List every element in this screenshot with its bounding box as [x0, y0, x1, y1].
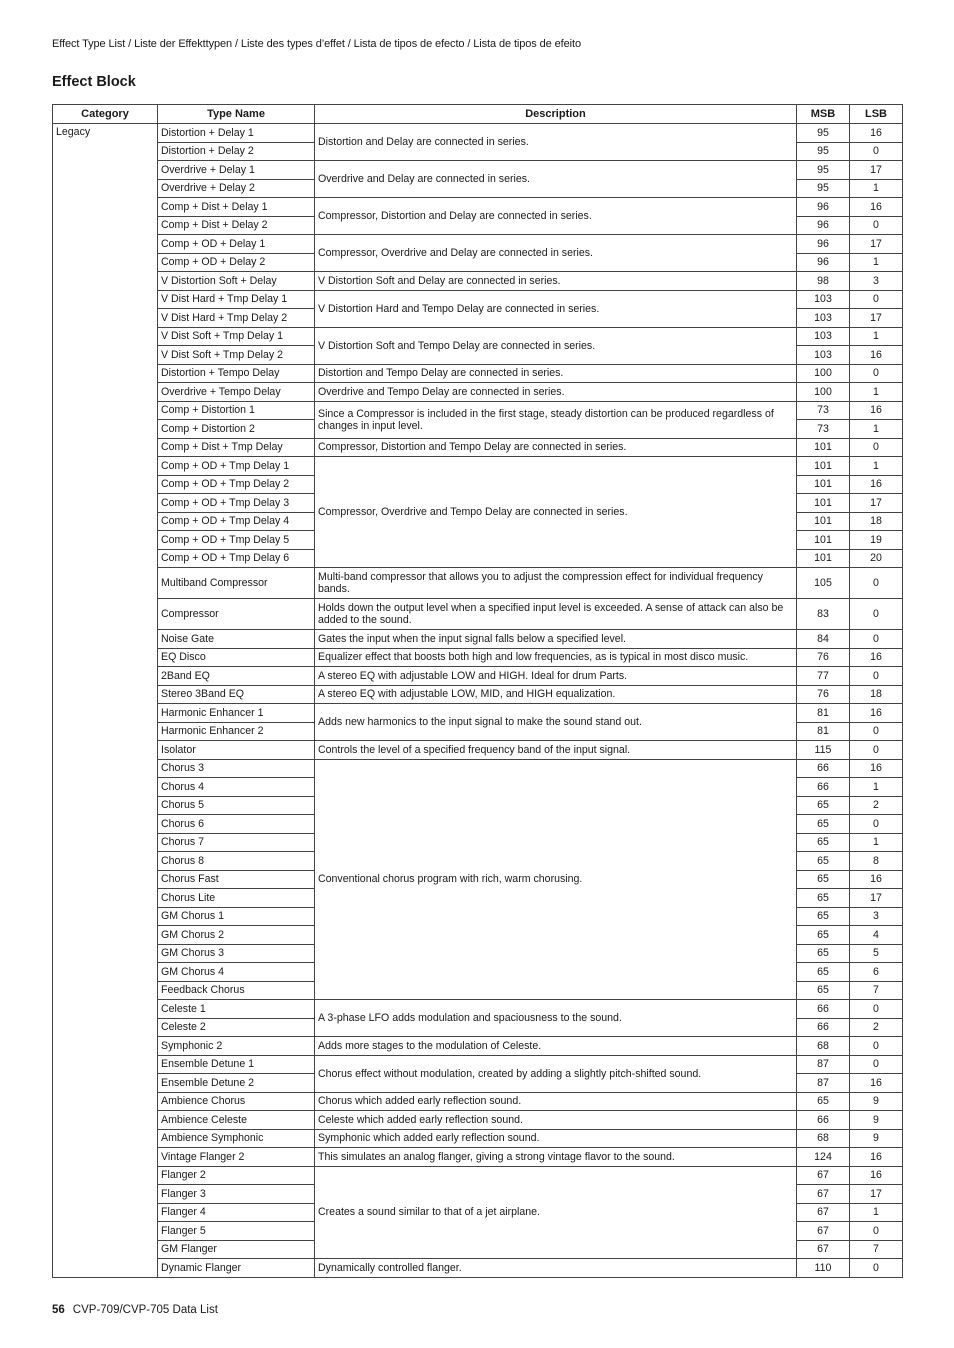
type-name-cell: Symphonic 2 [158, 1037, 315, 1056]
table-row [53, 401, 903, 420]
msb-cell: 100 [797, 364, 850, 383]
msb-cell: 66 [797, 1018, 850, 1037]
lsb-cell: 3 [850, 272, 903, 291]
description-cell: This simulates an analog flanger, giving a strong vintage flavor to the sound. [315, 1148, 797, 1167]
msb-cell: 65 [797, 796, 850, 815]
page-footer [52, 1304, 218, 1316]
msb-cell: 101 [797, 438, 850, 457]
type-name-cell: Ensemble Detune 2 [158, 1074, 315, 1093]
msb-cell: 81 [797, 704, 850, 723]
lsb-cell: 0 [850, 438, 903, 457]
type-name-cell: V Dist Soft + Tmp Delay 1 [158, 327, 315, 346]
lsb-cell: 0 [850, 741, 903, 760]
lsb-cell: 16 [850, 1148, 903, 1167]
description-cell: Compressor, Overdrive and Tempo Delay are connected in series. [315, 457, 797, 568]
type-name-cell: Chorus 8 [158, 852, 315, 871]
lsb-cell: 16 [850, 704, 903, 723]
description-cell: Multi-band compressor that allows you to adjust the compression effect for individual frequency bands. [315, 568, 797, 599]
lsb-cell: 1 [850, 420, 903, 439]
msb-cell: 84 [797, 630, 850, 649]
description-cell: Adds more stages to the modulation of Celeste. [315, 1037, 797, 1056]
page-number: 56 [52, 1304, 65, 1316]
msb-cell: 66 [797, 759, 850, 778]
type-name-cell: Feedback Chorus [158, 981, 315, 1000]
table-row [53, 1259, 903, 1278]
table-row [53, 1000, 903, 1019]
description-cell: A stereo EQ with adjustable LOW, MID, and HIGH equalization. [315, 685, 797, 704]
table-row [53, 599, 903, 630]
msb-cell: 67 [797, 1185, 850, 1204]
table-row [53, 1166, 903, 1185]
msb-cell: 66 [797, 1111, 850, 1130]
lsb-cell: 17 [850, 889, 903, 908]
description-cell: V Distortion Hard and Tempo Delay are connected in series. [315, 290, 797, 327]
category-cell: Legacy [53, 124, 158, 1278]
type-name-cell: GM Chorus 3 [158, 944, 315, 963]
type-name-cell: 2Band EQ [158, 667, 315, 686]
lsb-cell: 9 [850, 1092, 903, 1111]
msb-cell: 81 [797, 722, 850, 741]
lsb-cell: 0 [850, 290, 903, 309]
type-name-cell: Comp + OD + Tmp Delay 2 [158, 475, 315, 494]
type-name-cell: Chorus 7 [158, 833, 315, 852]
msb-cell: 103 [797, 327, 850, 346]
table-header-row [53, 105, 903, 124]
msb-cell: 68 [797, 1037, 850, 1056]
msb-cell: 67 [797, 1222, 850, 1241]
type-name-cell: Vintage Flanger 2 [158, 1148, 315, 1167]
description-cell: Compressor, Distortion and Delay are connected in series. [315, 198, 797, 235]
table-row [53, 1148, 903, 1167]
msb-cell: 65 [797, 870, 850, 889]
type-name-cell: Overdrive + Delay 2 [158, 179, 315, 198]
table-row [53, 438, 903, 457]
lsb-cell: 0 [850, 1222, 903, 1241]
type-name-cell: Ambience Celeste [158, 1111, 315, 1130]
msb-cell: 65 [797, 944, 850, 963]
description-cell: V Distortion Soft and Delay are connected in series. [315, 272, 797, 291]
msb-cell: 98 [797, 272, 850, 291]
table-row [53, 759, 903, 778]
lsb-cell: 0 [850, 722, 903, 741]
lsb-cell: 1 [850, 833, 903, 852]
type-name-cell: V Dist Hard + Tmp Delay 1 [158, 290, 315, 309]
description-cell: Compressor, Distortion and Tempo Delay are connected in series. [315, 438, 797, 457]
section-title: Effect Block [52, 74, 136, 90]
lsb-cell: 16 [850, 870, 903, 889]
lsb-cell: 5 [850, 944, 903, 963]
type-name-cell: Comp + OD + Tmp Delay 5 [158, 531, 315, 550]
table-row [53, 630, 903, 649]
lsb-cell: 17 [850, 235, 903, 254]
table-row [53, 198, 903, 217]
type-name-cell: Comp + OD + Delay 2 [158, 253, 315, 272]
lsb-cell: 18 [850, 512, 903, 531]
msb-cell: 65 [797, 889, 850, 908]
msb-cell: 96 [797, 198, 850, 217]
effect-table [52, 104, 903, 1278]
lsb-cell: 20 [850, 549, 903, 568]
type-name-cell: Comp + Dist + Tmp Delay [158, 438, 315, 457]
column-header-description: Description [315, 105, 797, 124]
msb-cell: 103 [797, 309, 850, 328]
lsb-cell: 1 [850, 327, 903, 346]
column-header-category: Category [53, 105, 158, 124]
lsb-cell: 17 [850, 161, 903, 180]
msb-cell: 67 [797, 1166, 850, 1185]
type-name-cell: Flanger 3 [158, 1185, 315, 1204]
msb-cell: 65 [797, 926, 850, 945]
lsb-cell: 16 [850, 648, 903, 667]
lsb-cell: 1 [850, 383, 903, 402]
type-name-cell: Ensemble Detune 1 [158, 1055, 315, 1074]
msb-cell: 87 [797, 1074, 850, 1093]
lsb-cell: 16 [850, 401, 903, 420]
description-cell: Holds down the output level when a specified input level is exceeded. A sense of attack can also be added to the sound. [315, 599, 797, 630]
lsb-cell: 0 [850, 1000, 903, 1019]
table-row [53, 741, 903, 760]
lsb-cell: 7 [850, 1240, 903, 1259]
type-name-cell: Harmonic Enhancer 2 [158, 722, 315, 741]
description-cell: Creates a sound similar to that of a jet airplane. [315, 1166, 797, 1259]
lsb-cell: 2 [850, 796, 903, 815]
msb-cell: 105 [797, 568, 850, 599]
table-row [53, 568, 903, 599]
description-cell: Controls the level of a specified frequency band of the input signal. [315, 741, 797, 760]
lsb-cell: 16 [850, 1074, 903, 1093]
type-name-cell: Overdrive + Tempo Delay [158, 383, 315, 402]
type-name-cell: Compressor [158, 599, 315, 630]
type-name-cell: Overdrive + Delay 1 [158, 161, 315, 180]
table-row [53, 235, 903, 254]
table-row [53, 667, 903, 686]
msb-cell: 67 [797, 1240, 850, 1259]
type-name-cell: Flanger 5 [158, 1222, 315, 1241]
type-name-cell: Comp + OD + Tmp Delay 4 [158, 512, 315, 531]
lsb-cell: 0 [850, 364, 903, 383]
lsb-cell: 16 [850, 759, 903, 778]
msb-cell: 101 [797, 531, 850, 550]
type-name-cell: Celeste 2 [158, 1018, 315, 1037]
description-cell: Symphonic which added early reflection sound. [315, 1129, 797, 1148]
description-cell: V Distortion Soft and Tempo Delay are connected in series. [315, 327, 797, 364]
type-name-cell: Comp + Dist + Delay 1 [158, 198, 315, 217]
lsb-cell: 16 [850, 346, 903, 365]
msb-cell: 100 [797, 383, 850, 402]
msb-cell: 65 [797, 963, 850, 982]
table-row [53, 161, 903, 180]
msb-cell: 96 [797, 253, 850, 272]
lsb-cell: 0 [850, 216, 903, 235]
msb-cell: 103 [797, 346, 850, 365]
description-cell: Adds new harmonics to the input signal to make the sound stand out. [315, 704, 797, 741]
table-row [53, 327, 903, 346]
msb-cell: 65 [797, 833, 850, 852]
lsb-cell: 0 [850, 568, 903, 599]
description-cell: Chorus which added early reflection sound. [315, 1092, 797, 1111]
type-name-cell: GM Chorus 1 [158, 907, 315, 926]
type-name-cell: Multiband Compressor [158, 568, 315, 599]
lsb-cell: 17 [850, 494, 903, 513]
type-name-cell: Ambience Chorus [158, 1092, 315, 1111]
table-row [53, 1129, 903, 1148]
msb-cell: 115 [797, 741, 850, 760]
lsb-cell: 9 [850, 1111, 903, 1130]
msb-cell: 65 [797, 852, 850, 871]
lsb-cell: 1 [850, 179, 903, 198]
type-name-cell: Chorus 4 [158, 778, 315, 797]
type-name-cell: Chorus 5 [158, 796, 315, 815]
msb-cell: 103 [797, 290, 850, 309]
description-cell: Overdrive and Delay are connected in series. [315, 161, 797, 198]
msb-cell: 87 [797, 1055, 850, 1074]
msb-cell: 95 [797, 124, 850, 143]
lsb-cell: 0 [850, 1055, 903, 1074]
msb-cell: 101 [797, 457, 850, 476]
lsb-cell: 16 [850, 475, 903, 494]
table-row [53, 704, 903, 723]
type-name-cell: Comp + Dist + Delay 2 [158, 216, 315, 235]
msb-cell: 83 [797, 599, 850, 630]
lsb-cell: 16 [850, 1166, 903, 1185]
lsb-cell: 17 [850, 309, 903, 328]
description-cell: Distortion and Tempo Delay are connected in series. [315, 364, 797, 383]
type-name-cell: Flanger 4 [158, 1203, 315, 1222]
msb-cell: 66 [797, 1000, 850, 1019]
msb-cell: 65 [797, 907, 850, 926]
description-cell: Conventional chorus program with rich, warm chorusing. [315, 759, 797, 1000]
msb-cell: 65 [797, 1092, 850, 1111]
description-cell: A stereo EQ with adjustable LOW and HIGH. Ideal for drum Parts. [315, 667, 797, 686]
type-name-cell: Dynamic Flanger [158, 1259, 315, 1278]
lsb-cell: 0 [850, 815, 903, 834]
table-row [53, 648, 903, 667]
table-row [53, 1055, 903, 1074]
description-cell: Since a Compressor is included in the first stage, steady distortion can be produced regardless of changes in input level. [315, 401, 797, 438]
type-name-cell: Isolator [158, 741, 315, 760]
type-name-cell: EQ Disco [158, 648, 315, 667]
msb-cell: 96 [797, 216, 850, 235]
lsb-cell: 18 [850, 685, 903, 704]
type-name-cell: GM Chorus 4 [158, 963, 315, 982]
document-title: CVP-709/CVP-705 Data List [72, 1304, 218, 1316]
lsb-cell: 0 [850, 1037, 903, 1056]
msb-cell: 67 [797, 1203, 850, 1222]
table-row [53, 1037, 903, 1056]
lsb-cell: 16 [850, 198, 903, 217]
description-cell: Dynamically controlled flanger. [315, 1259, 797, 1278]
page-header: Effect Type List / Liste der Effekttypen / Liste des types d’effet / Lista de tipos de efecto / Lista de tipos de efeito [52, 38, 581, 50]
table-row [53, 290, 903, 309]
msb-cell: 65 [797, 981, 850, 1000]
lsb-cell: 1 [850, 1203, 903, 1222]
column-header-lsb: LSB [850, 105, 903, 124]
type-name-cell: Harmonic Enhancer 1 [158, 704, 315, 723]
type-name-cell: Comp + OD + Delay 1 [158, 235, 315, 254]
msb-cell: 77 [797, 667, 850, 686]
lsb-cell: 16 [850, 124, 903, 143]
table-row [53, 364, 903, 383]
type-name-cell: Chorus 3 [158, 759, 315, 778]
description-cell: Gates the input when the input signal falls below a specified level. [315, 630, 797, 649]
msb-cell: 124 [797, 1148, 850, 1167]
lsb-cell: 1 [850, 457, 903, 476]
table-row [53, 124, 903, 143]
type-name-cell: Chorus Lite [158, 889, 315, 908]
table-row [53, 383, 903, 402]
table-row [53, 1092, 903, 1111]
lsb-cell: 7 [850, 981, 903, 1000]
lsb-cell: 8 [850, 852, 903, 871]
description-cell: A 3-phase LFO adds modulation and spaciousness to the sound. [315, 1000, 797, 1037]
type-name-cell: Distortion + Delay 1 [158, 124, 315, 143]
msb-cell: 101 [797, 475, 850, 494]
table-row [53, 1111, 903, 1130]
lsb-cell: 1 [850, 253, 903, 272]
type-name-cell: Comp + OD + Tmp Delay 6 [158, 549, 315, 568]
lsb-cell: 0 [850, 667, 903, 686]
description-cell: Distortion and Delay are connected in series. [315, 124, 797, 161]
type-name-cell: Distortion + Tempo Delay [158, 364, 315, 383]
column-header-type-name: Type Name [158, 105, 315, 124]
msb-cell: 66 [797, 778, 850, 797]
type-name-cell: V Dist Soft + Tmp Delay 2 [158, 346, 315, 365]
lsb-cell: 1 [850, 778, 903, 797]
lsb-cell: 4 [850, 926, 903, 945]
msb-cell: 101 [797, 512, 850, 531]
table-body [53, 124, 903, 1278]
column-header-msb: MSB [797, 105, 850, 124]
type-name-cell: Comp + OD + Tmp Delay 3 [158, 494, 315, 513]
msb-cell: 101 [797, 494, 850, 513]
msb-cell: 96 [797, 235, 850, 254]
lsb-cell: 2 [850, 1018, 903, 1037]
description-cell: Equalizer effect that boosts both high and low frequencies, as is typical in most disco music. [315, 648, 797, 667]
table-row [53, 685, 903, 704]
msb-cell: 76 [797, 648, 850, 667]
msb-cell: 95 [797, 161, 850, 180]
lsb-cell: 0 [850, 599, 903, 630]
msb-cell: 68 [797, 1129, 850, 1148]
type-name-cell: Chorus Fast [158, 870, 315, 889]
lsb-cell: 6 [850, 963, 903, 982]
msb-cell: 101 [797, 549, 850, 568]
msb-cell: 76 [797, 685, 850, 704]
type-name-cell: Chorus 6 [158, 815, 315, 834]
type-name-cell: GM Flanger [158, 1240, 315, 1259]
type-name-cell: Ambience Symphonic [158, 1129, 315, 1148]
type-name-cell: Comp + OD + Tmp Delay 1 [158, 457, 315, 476]
type-name-cell: Distortion + Delay 2 [158, 142, 315, 161]
msb-cell: 73 [797, 401, 850, 420]
table-row [53, 457, 903, 476]
msb-cell: 110 [797, 1259, 850, 1278]
type-name-cell: Flanger 2 [158, 1166, 315, 1185]
table-row [53, 272, 903, 291]
lsb-cell: 0 [850, 630, 903, 649]
type-name-cell: V Distortion Soft + Delay [158, 272, 315, 291]
msb-cell: 95 [797, 179, 850, 198]
type-name-cell: Comp + Distortion 2 [158, 420, 315, 439]
description-cell: Compressor, Overdrive and Delay are connected in series. [315, 235, 797, 272]
type-name-cell: GM Chorus 2 [158, 926, 315, 945]
lsb-cell: 0 [850, 1259, 903, 1278]
type-name-cell: V Dist Hard + Tmp Delay 2 [158, 309, 315, 328]
lsb-cell: 3 [850, 907, 903, 926]
type-name-cell: Comp + Distortion 1 [158, 401, 315, 420]
lsb-cell: 0 [850, 142, 903, 161]
description-cell: Overdrive and Tempo Delay are connected in series. [315, 383, 797, 402]
lsb-cell: 17 [850, 1185, 903, 1204]
lsb-cell: 9 [850, 1129, 903, 1148]
msb-cell: 65 [797, 815, 850, 834]
type-name-cell: Stereo 3Band EQ [158, 685, 315, 704]
type-name-cell: Noise Gate [158, 630, 315, 649]
type-name-cell: Celeste 1 [158, 1000, 315, 1019]
description-cell: Celeste which added early reflection sound. [315, 1111, 797, 1130]
description-cell: Chorus effect without modulation, created by adding a slightly pitch-shifted sound. [315, 1055, 797, 1092]
lsb-cell: 19 [850, 531, 903, 550]
msb-cell: 95 [797, 142, 850, 161]
msb-cell: 73 [797, 420, 850, 439]
